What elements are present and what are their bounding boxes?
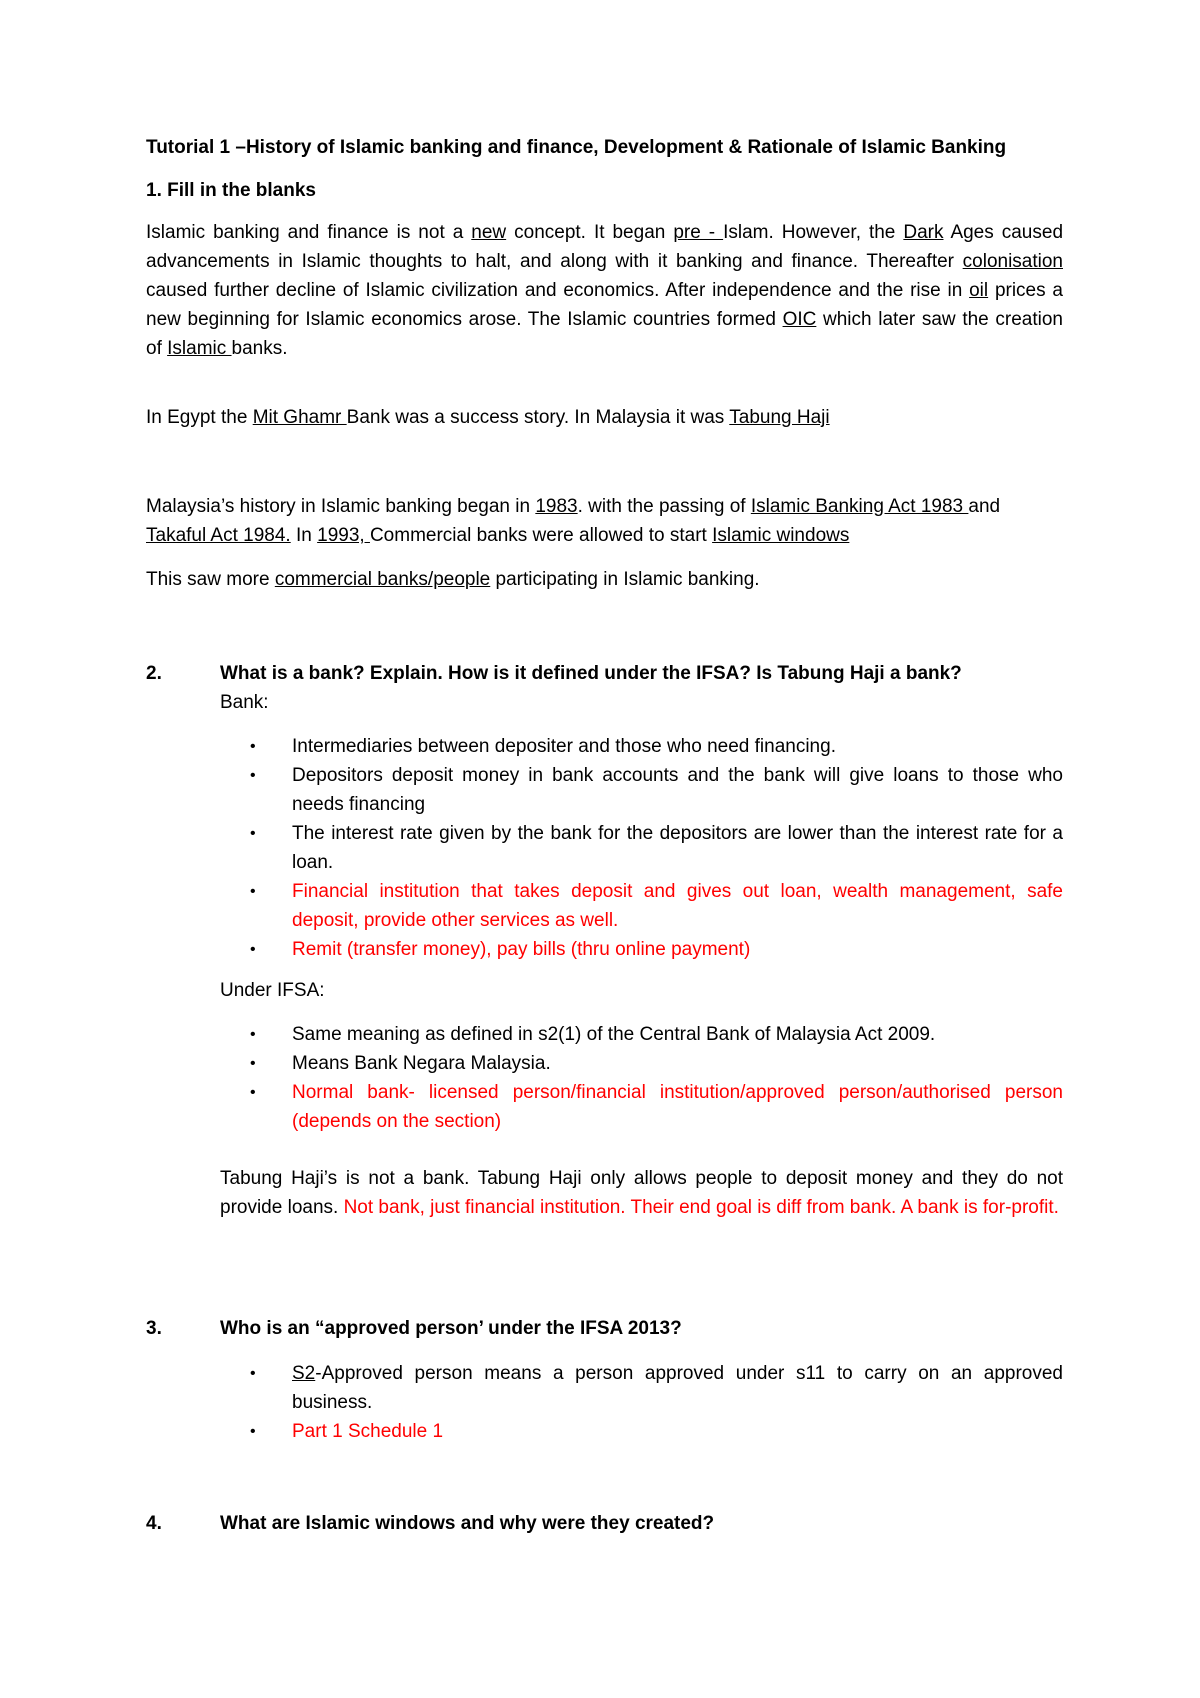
list-item [220, 1078, 1063, 1136]
list-item-text: Remit (transfer money), pay bills (thru online payment) [292, 939, 751, 960]
text: concept. It began [506, 222, 674, 243]
bullet-icon: • [250, 1084, 256, 1101]
section1-paragraph-1 [146, 218, 1063, 363]
bullet-icon: • [250, 1026, 256, 1043]
list-item [220, 819, 1063, 877]
bank-bullet-list [220, 732, 1063, 964]
list-item [220, 1359, 1063, 1417]
bullet-icon: • [250, 941, 256, 958]
bullet-icon: • [250, 738, 256, 755]
text: In Egypt the [146, 407, 253, 428]
text: Commercial banks were allowed to start [369, 525, 713, 546]
list-item-text: Financial institution that takes deposit and gives out loan, wealth management, safe deposit, provide other services as well. [292, 881, 1063, 931]
text: caused further decline of Islamic civilization and economics. After independence and the rise in [146, 280, 970, 301]
list-item-text: Same meaning as defined in s2(1) of the Central Bank of Malaysia Act 2009. [292, 1024, 936, 1045]
list-item-text: Depositors deposit money in bank accounts and the bank will give loans to those who needs financing [292, 765, 1063, 815]
section1-paragraph-3 [146, 492, 1063, 550]
document-title: Tutorial 1 –History of Islamic banking and finance, Development & Rationale of Islamic Banking [146, 137, 1007, 158]
question-3-number: 3. [146, 1318, 162, 1339]
list-item-text: Part 1 Schedule 1 [292, 1421, 444, 1442]
text: participating in Islamic banking. [490, 569, 760, 590]
list-item [220, 1049, 1063, 1078]
question-2-text: What is a bank? Explain. How is it defined under the IFSA? Is Tabung Haji a bank? [220, 663, 962, 684]
text: Islamic banking and finance is not a [146, 222, 472, 243]
list-item [220, 935, 1063, 964]
list-item [220, 1020, 1063, 1049]
list-item-text: Means Bank Negara Malaysia. [292, 1053, 551, 1074]
text: In [290, 525, 318, 546]
question-3-text: Who is an “approved person’ under the IFSA 2013? [220, 1318, 682, 1339]
blank-answer: Tabung Haji [729, 407, 830, 428]
text: Ages caused advancements in Islamic thoughts to halt, and along with it banking and finance. Thereafter [146, 222, 1064, 272]
text: . with the passing of [577, 496, 751, 517]
blank-answer: Islamic [167, 338, 232, 359]
answer-text: Tabung Haji’s is not a bank. Tabung Haji only allows people to deposit money and they do not provide loans. [220, 1168, 1063, 1218]
blank-answer: Islamic Banking Act 1983 [750, 496, 969, 517]
tabung-haji-answer [220, 1164, 1063, 1222]
bullet-icon: • [250, 825, 256, 842]
bank-label: Bank: [220, 692, 269, 713]
text: which later saw the creation of [146, 309, 1063, 359]
answer-highlight: Not bank, just financial institution. Their end goal is diff from bank. A bank is for-profit. [343, 1197, 1059, 1218]
text: prices a new beginning for Islamic economics arose. The Islamic countries formed [146, 280, 1063, 330]
text: This saw more [146, 569, 275, 590]
text: Bank was a success story. In Malaysia it was [346, 407, 730, 428]
blank-answer: Mit Ghamr [252, 407, 347, 428]
ifsa-label: Under IFSA: [220, 980, 325, 1001]
bullet-icon: • [250, 1365, 256, 1382]
section1-paragraph-4 [146, 565, 1063, 594]
bullet-icon: • [250, 767, 256, 784]
approved-person-list [220, 1359, 1063, 1446]
blank-answer: oil [969, 280, 989, 301]
bullet-icon: • [250, 1423, 256, 1440]
question-4-text: What are Islamic windows and why were they created? [220, 1513, 715, 1534]
blank-answer: commercial banks/people [274, 569, 491, 590]
section1-paragraph-2 [146, 403, 1063, 432]
blank-answer: colonisation [962, 251, 1063, 272]
bullet-icon: • [250, 883, 256, 900]
blank-answer: 1983 [535, 496, 578, 517]
list-item-text: -Approved person means a person approved under s11 to carry on an approved business. [292, 1363, 1063, 1413]
list-item [220, 877, 1063, 935]
blank-answer: Islamic windows [712, 525, 850, 546]
blank-answer: new [471, 222, 507, 243]
text: and [968, 496, 1001, 517]
bullet-icon: • [250, 1055, 256, 1072]
blank-answer: 1993, [317, 525, 370, 546]
list-item [220, 732, 1063, 761]
list-item-text: Normal bank- licensed person/financial institution/approved person/authorised person (depends on the section) [292, 1082, 1063, 1132]
blank-answer: Dark [903, 222, 944, 243]
blank-answer: OIC [782, 309, 817, 330]
section1-heading: 1. Fill in the blanks [146, 180, 316, 201]
list-item [220, 761, 1063, 819]
text: Islam. However, the [723, 222, 904, 243]
list-item-text: The interest rate given by the bank for the depositors are lower than the interest rate for a loan. [292, 823, 1063, 873]
section-ref: S2 [292, 1363, 316, 1384]
ifsa-bullet-list [220, 1020, 1063, 1136]
blank-answer: pre - [673, 222, 724, 243]
text: Malaysia’s history in Islamic banking began in [146, 496, 536, 517]
blank-answer: Takaful Act 1984. [146, 525, 291, 546]
question-2-number: 2. [146, 663, 162, 684]
question-4-number: 4. [146, 1513, 162, 1534]
list-item [220, 1417, 1063, 1446]
text: banks. [231, 338, 288, 359]
list-item-text: Intermediaries between depositer and those who need financing. [292, 736, 836, 757]
